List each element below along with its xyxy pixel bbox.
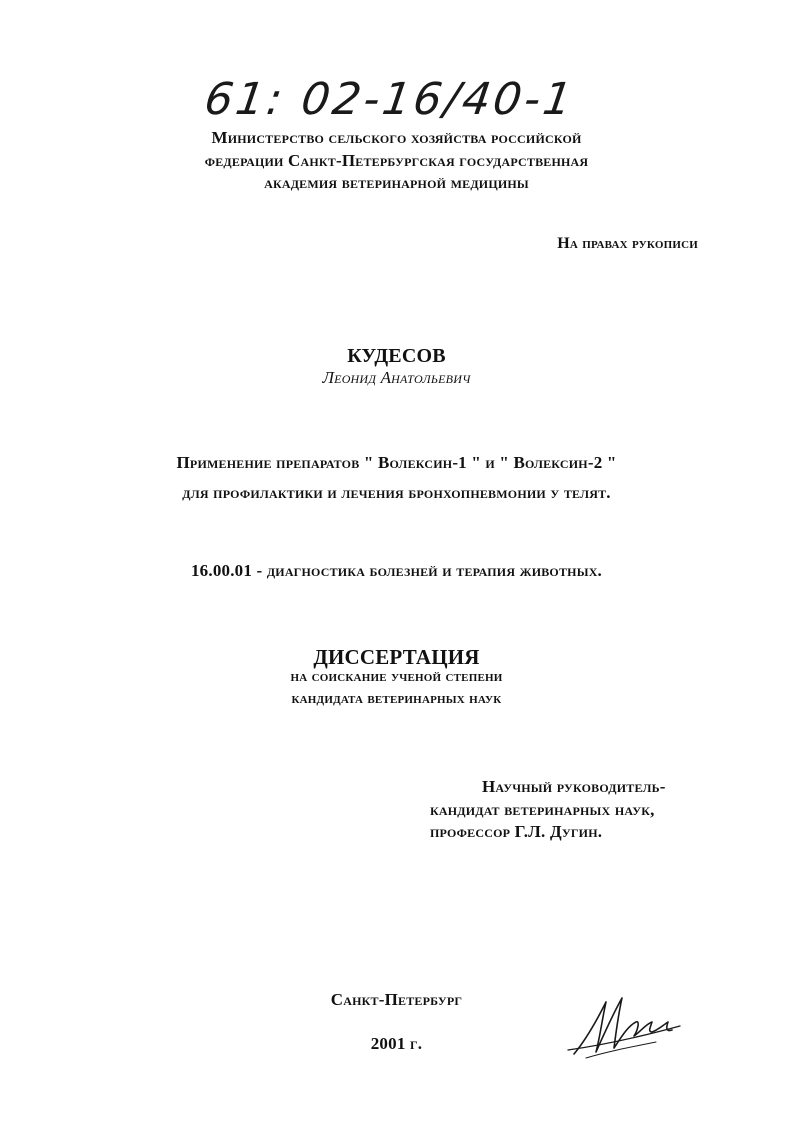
signature-icon <box>566 992 686 1062</box>
supervisor-line-3: профессор Г.Л. Дугин. <box>430 822 603 841</box>
specialty: 16.00.01 - диагностика болезней и терапия животных. <box>190 561 603 580</box>
rights-note: На правах рукописи <box>557 235 698 252</box>
author-surname: КУДЕСОВ <box>347 345 446 367</box>
ministry-line-1: Министерство сельского хозяйства российской <box>211 128 582 147</box>
supervisor-line-2: кандидат ветеринарных наук, <box>430 800 655 819</box>
dissertation-title-line-2: для профилактики и лечения бронхопневмонии у телят. <box>182 483 611 502</box>
degree-line-1: на соискание ученой степени <box>290 668 503 685</box>
year: 2001 г. <box>370 1034 423 1053</box>
dissertation-title-line-1: Применение препаратов " Волексин-1 " и " Волексин-2 " <box>176 453 617 472</box>
author-name: Леонид Анатольевич <box>322 368 471 387</box>
ministry-line-3: академия ветеринарной медицины <box>264 173 529 192</box>
degree-line-2: кандидата ветеринарных наук <box>291 690 502 707</box>
dissertation-heading: ДИССЕРТАЦИЯ <box>313 645 480 669</box>
ministry-line-2: федерации Санкт-Петербургская государственная <box>204 151 589 170</box>
archive-number: 61: 02-16/40-1 <box>201 74 578 125</box>
supervisor-line-1: Научный руководитель- <box>482 777 666 796</box>
city: Санкт-Петербург <box>330 990 463 1009</box>
